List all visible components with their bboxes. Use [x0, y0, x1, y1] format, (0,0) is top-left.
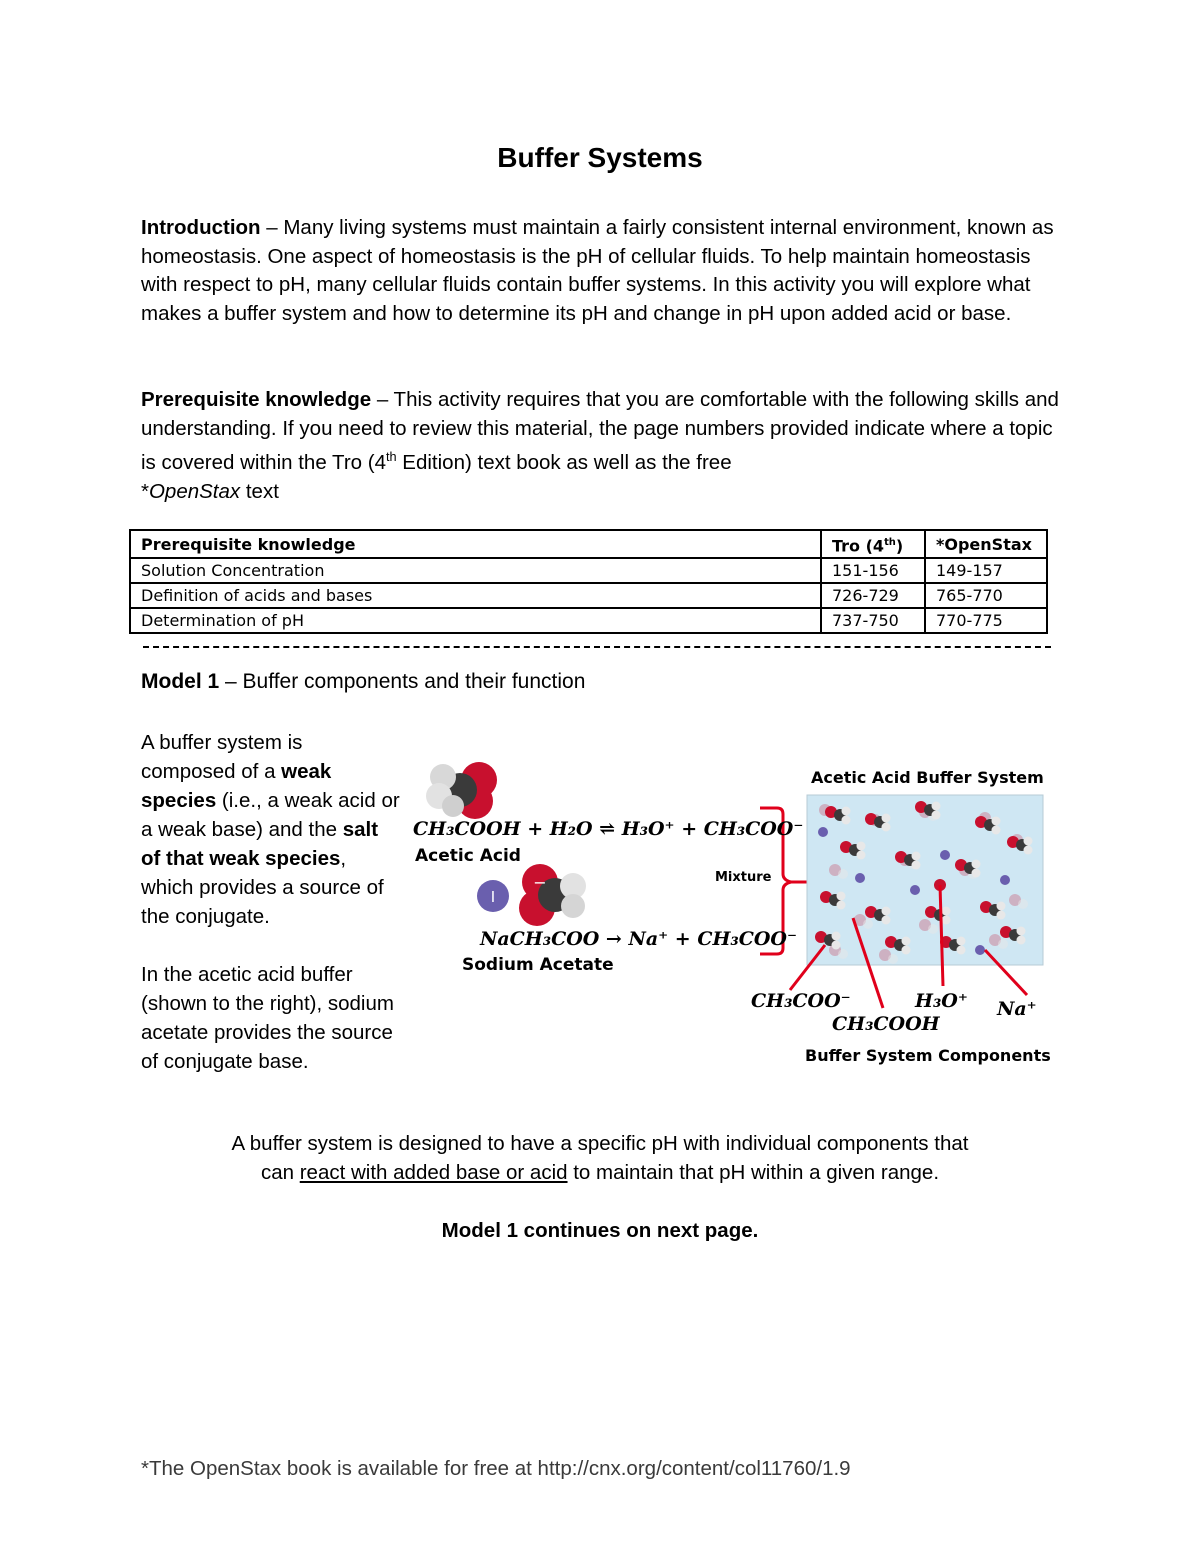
molecule-atom [832, 941, 841, 950]
model-description [141, 728, 401, 1076]
molecule-atom [912, 861, 921, 870]
components-title: Buffer System Components [805, 1046, 1051, 1065]
component-hydronium: H₃O⁺ [915, 990, 968, 1012]
ion-charge: − [533, 873, 547, 892]
prereq-text: This activity requires that you are comfortable with the following skills and understanding. If you need to review this material, the page numbers provided indicate where a topic is covered within the Tro (4 [141, 388, 1059, 475]
molecule-atom [992, 826, 1001, 835]
molecule-atom [912, 852, 921, 861]
eq1-arrow: ⇌ [592, 818, 622, 840]
molecule-atom [997, 911, 1006, 920]
statement-line-2 [0, 1158, 1200, 1187]
equation-acetic-acid [413, 818, 803, 840]
molecule-atom [838, 949, 848, 959]
header-openstax: *OpenStax [925, 530, 1047, 558]
intro-text: Many living systems must maintain a fairly consistent internal environment, known as homeostasis. One aspect of homeostasis is the pH of cellular fluids. To help maintain homeostasis with respect to pH, many cellular fluids contain buffer systems. In this activity you will explore what makes a buffer system and how to determine its pH and change in pH upon added acid or base. [141, 216, 1054, 325]
prerequisite-table [129, 529, 1048, 634]
model-title-text: Buffer components and their function [242, 670, 586, 693]
eq1-reactant: CH₃COOH [413, 818, 521, 840]
eq1-acetate: CH₃COO⁻ [703, 818, 804, 840]
continues-note: Model 1 continues on next page. [441, 1219, 759, 1242]
row-tro: 151-156 [821, 558, 925, 583]
row-openstax: 770-775 [925, 608, 1047, 633]
molecule-atom [832, 932, 841, 941]
molecule-atom [942, 916, 951, 925]
row-openstax: 149-157 [925, 558, 1047, 583]
intro-dash: – [260, 216, 284, 239]
eq1-plus: + [520, 818, 550, 840]
molecule-atom [940, 850, 950, 860]
molecule-atom [972, 860, 981, 869]
header-tro-text: Tro (4 [832, 536, 885, 556]
prereq-paragraph [141, 386, 1061, 506]
eq2-plus: + [668, 928, 698, 950]
molecule-atom [932, 811, 941, 820]
molecule-atom [1018, 899, 1028, 909]
row-tro: 737-750 [821, 608, 925, 633]
intro-label: Introduction [141, 216, 261, 239]
eq2-arrow: → [599, 928, 629, 950]
acetic-acid-molecule-icon [426, 762, 497, 819]
section-divider [143, 646, 1051, 648]
molecule-atom [972, 869, 981, 878]
statement-line-1: A buffer system is designed to have a specific pH with individual components that [231, 1132, 969, 1155]
mixture-label: Mixture [715, 870, 772, 885]
molecule-atom [1017, 936, 1026, 945]
prereq-sup: th [385, 449, 397, 465]
molecule-atom [998, 939, 1008, 949]
table-row [130, 608, 1047, 633]
model-label: Model 1 [141, 670, 220, 693]
molecule-atom [838, 869, 848, 879]
molecule-atom [902, 946, 911, 955]
prereq-text-b: Edition) text book as well as the free [396, 451, 732, 475]
molecule-atom [1024, 846, 1033, 855]
molecule-atom [837, 892, 846, 901]
molecule-atom [857, 842, 866, 851]
molecule-atom [882, 823, 891, 832]
molecule-atom [1000, 875, 1010, 885]
row-topic: Solution Concentration [130, 558, 821, 583]
row-tro: 726-729 [821, 583, 925, 608]
molecule-atom [902, 937, 911, 946]
ion-symbol: I [490, 888, 496, 906]
eq2-reactant: NaCH₃COO [480, 928, 600, 950]
desc-text: (i.e., a weak acid or a weak base) and the [141, 789, 400, 841]
header-topic: Prerequisite knowledge [130, 530, 821, 558]
header-tro-close: ) [895, 536, 904, 556]
molecule-atom [1024, 837, 1033, 846]
molecule-atom [888, 954, 898, 964]
header-tro [821, 530, 925, 558]
prereq-text-d: text [240, 479, 279, 503]
figure-graphics [405, 750, 1055, 1080]
molecule-atom [975, 945, 985, 955]
molecule-atom [942, 907, 951, 916]
model-dash: – [219, 670, 243, 693]
molecule-atom [992, 817, 1001, 826]
acetic-acid-label: Acetic Acid [415, 846, 521, 866]
component-sodium: Na⁺ [997, 998, 1037, 1020]
desc-weak-species: weak species [141, 760, 332, 812]
molecule-atom [818, 827, 828, 837]
row-topic: Definition of acids and bases [130, 583, 821, 608]
intro-paragraph [141, 214, 1061, 328]
molecule-atom [857, 851, 866, 860]
desc-text: A buffer system is composed of a [141, 731, 303, 783]
prereq-dash: – [371, 388, 394, 411]
molecule-atom [957, 946, 966, 955]
molecule-atom [910, 885, 920, 895]
row-openstax: 765-770 [925, 583, 1047, 608]
eq1-plus: + [674, 818, 704, 840]
description-paragraph-2: In the acetic acid buffer (shown to the right), sodium acetate provides the source of conjugate base. [141, 963, 394, 1073]
desc-text: , which provides a source of the conjugate. [141, 847, 384, 928]
statement-text: to maintain that pH within a given range. [567, 1161, 940, 1184]
molecule-atom [957, 937, 966, 946]
sodium-ion-icon [477, 880, 509, 912]
desc-salt: salt of that weak species [141, 818, 379, 870]
molecule-atom [882, 916, 891, 925]
model-heading [141, 670, 585, 694]
footnote: *The OpenStax book is available for free at http://cnx.org/content/col11760/1.9 [141, 1457, 851, 1480]
molecule-atom [882, 907, 891, 916]
molecule-atom [863, 919, 873, 929]
buffer-figure [405, 750, 1055, 1080]
eq1-water: H₂O [549, 818, 593, 840]
description-paragraph-1 [141, 728, 401, 931]
equation-sodium-acetate [480, 928, 797, 950]
prereq-openstax: OpenStax [148, 479, 241, 503]
table-row [130, 583, 1047, 608]
molecule-atom [837, 901, 846, 910]
component-acetic-acid: CH₃COOH [832, 1013, 940, 1035]
molecule-atom [855, 873, 865, 883]
molecule-atom [932, 802, 941, 811]
acetate-ion-icon [519, 864, 586, 926]
row-topic: Determination of pH [130, 608, 821, 633]
molecule-atom [928, 924, 938, 934]
molecule-atom [997, 902, 1006, 911]
molecule-atom [842, 807, 851, 816]
header-tro-sup: th [884, 537, 896, 548]
statement-underlined: react with added base or acid [299, 1161, 568, 1184]
component-acetate: CH₃COO⁻ [751, 990, 851, 1012]
eq2-acetate: CH₃COO⁻ [697, 928, 797, 950]
molecule-atom [882, 814, 891, 823]
statement-text: can [260, 1161, 300, 1184]
eq2-sodium: Na⁺ [628, 928, 669, 950]
eq1-hydronium: H₃O⁺ [621, 818, 675, 840]
table-header-row [130, 530, 1047, 558]
molecule-atom [1017, 927, 1026, 936]
molecule-atom [842, 816, 851, 825]
prereq-label: Prerequisite knowledge [141, 388, 372, 411]
prereq-asterisk: * [141, 479, 149, 503]
page-title: Buffer Systems [497, 142, 703, 173]
buffer-box-title: Acetic Acid Buffer System [811, 768, 1044, 787]
sodium-acetate-label: Sodium Acetate [462, 955, 614, 975]
table-row [130, 558, 1047, 583]
